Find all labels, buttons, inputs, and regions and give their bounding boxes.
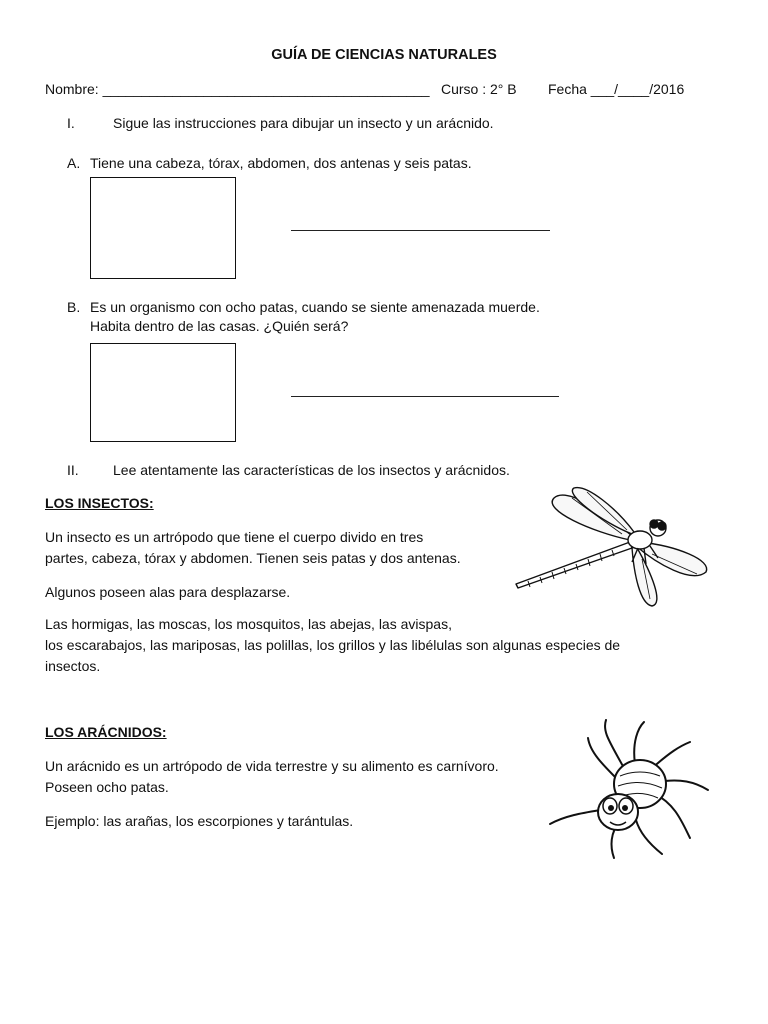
section-2-numeral: II. xyxy=(67,462,79,478)
name-field-label: Nombre: __________________________________________ xyxy=(45,81,430,97)
insects-p3-line-1: Las hormigas, las moscas, los mosquitos, las abejas, las avispas, xyxy=(45,616,452,632)
arachnids-p1-line-2: Poseen ocho patas. xyxy=(45,779,169,795)
insects-p2: Algunos poseen alas para desplazarse. xyxy=(45,584,291,600)
dragonfly-icon xyxy=(512,484,712,612)
curso-label: Curso : 2° B xyxy=(441,81,517,97)
spider-icon xyxy=(540,712,720,862)
item-a-letter: A. xyxy=(67,155,81,171)
item-a-text: Tiene una cabeza, tórax, abdomen, dos antenas y seis patas. xyxy=(90,155,472,171)
insects-heading: LOS INSECTOS: xyxy=(45,495,154,511)
arachnids-heading: LOS ARÁCNIDOS: xyxy=(45,724,167,740)
item-b-letter: B. xyxy=(67,299,81,315)
answer-line-b[interactable] xyxy=(291,396,559,397)
section-2-text: Lee atentamente las características de los insectos y arácnidos. xyxy=(113,462,510,478)
item-b-text-line-2: Habita dentro de las casas. ¿Quién será? xyxy=(90,318,349,334)
item-b-text-line-1: Es un organismo con ocho patas, cuando se siente amenazada muerde. xyxy=(90,299,540,315)
insects-p3-line-3: insectos. xyxy=(45,658,101,674)
drawing-box-a[interactable] xyxy=(90,177,236,279)
page-title: GUÍA DE CIENCIAS NATURALES xyxy=(271,47,497,63)
insects-p1-line-1: Un insecto es un artrópodo que tiene el cuerpo divido en tres xyxy=(45,529,424,545)
insects-p3-line-2: los escarabajos, las mariposas, las polillas, los grillos y las libélulas son algunas especies de xyxy=(45,637,621,653)
fecha-label: Fecha ___/____/2016 xyxy=(548,81,685,97)
arachnids-p1-line-1: Un arácnido es un artrópodo de vida terrestre y su alimento es carnívoro. xyxy=(45,758,499,774)
arachnids-p2: Ejemplo: las arañas, los escorpiones y tarántulas. xyxy=(45,813,354,829)
section-1-text: Sigue las instrucciones para dibujar un insecto y un arácnido. xyxy=(113,115,494,131)
answer-line-a[interactable] xyxy=(291,230,550,231)
section-1-numeral: I. xyxy=(67,115,75,131)
drawing-box-b[interactable] xyxy=(90,343,236,442)
insects-p1-line-2: partes, cabeza, tórax y abdomen. Tienen seis patas y dos antenas. xyxy=(45,550,461,566)
